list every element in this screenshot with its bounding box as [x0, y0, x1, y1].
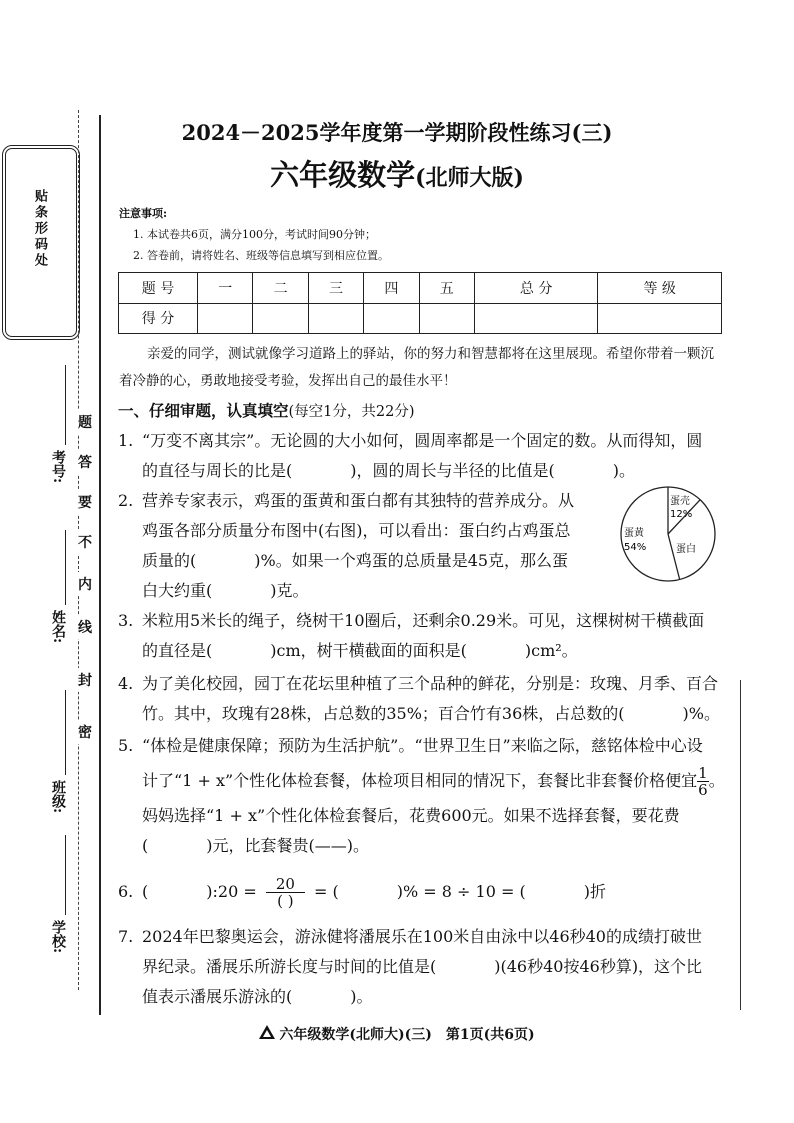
q5-text: )元，比套餐贵(——)。 — [206, 836, 369, 855]
q6-fraction — [266, 876, 305, 909]
notes-heading: 注意事项: — [119, 207, 168, 220]
notes-block — [119, 203, 389, 266]
pie-pct-yolk: 54% — [624, 542, 647, 553]
pie-pct-shell: 12% — [670, 509, 693, 520]
q6-text: )折 — [583, 882, 606, 901]
q1-text: 的直径与周长的比是( — [142, 461, 293, 480]
q5-line1: “体检是健康保障；预防为生活护航”。“世界卫生日”来临之际，慈铭体检中心设 — [142, 736, 703, 755]
seal-word: 题 — [78, 410, 92, 434]
q4-line1: 为了美化校园，园丁在花坛里种植了三个品种的鲜花，分别是：玫瑰、月季、百合 — [142, 674, 719, 693]
pie-label-shell: 蛋壳 — [670, 496, 690, 507]
name-label: 姓名: — [50, 610, 66, 644]
score-header-cell: 三 — [308, 273, 363, 304]
question-2 — [118, 486, 618, 606]
page-footer — [0, 1024, 794, 1044]
q7-text: )。 — [350, 987, 373, 1006]
q5-line3: 妈妈选择“1 + x”个性化体检套餐后，花费600元。如果不选择套餐，要花费 — [142, 806, 680, 825]
publisher-logo-icon — [259, 1025, 275, 1043]
score-cell[interactable] — [308, 303, 363, 334]
exam-title: 2024－2025学年度第一学期阶段性练习(三) — [181, 120, 613, 145]
question-number: 4. — [118, 674, 134, 693]
egg-pie-chart — [618, 484, 718, 584]
fraction-denominator: 6 — [698, 781, 708, 799]
section-heading — [118, 399, 415, 421]
score-cell[interactable] — [474, 303, 598, 334]
pie-label-white: 蛋白 — [676, 544, 696, 555]
q2-text: )%。如果一个鸡蛋的总质量是45克，那么蛋 — [254, 551, 569, 570]
class-label: 班级: — [50, 780, 66, 814]
school-line[interactable] — [65, 835, 66, 915]
q7-line1: 2024年巴黎奥运会，游泳健将潘展乐在100米自由泳中以46秒40的成绩打破世 — [142, 927, 702, 946]
score-header-cell: 总 分 — [474, 273, 598, 304]
q7-text: 值表示潘展乐游泳的( — [142, 987, 293, 1006]
sticker-label: 贴条形码处 — [32, 189, 47, 269]
q4-text: )%。 — [682, 704, 720, 723]
question-7 — [118, 922, 728, 1012]
score-header-cell: 等 级 — [598, 273, 722, 304]
score-header-cell: 四 — [364, 273, 419, 304]
q3-text: 的直径是( — [142, 641, 213, 660]
right-rule — [740, 680, 741, 1010]
q1-text: )。 — [612, 461, 635, 480]
score-cell[interactable] — [419, 303, 474, 334]
note-item: 1. 本试卷共6页，满分100分，考试时间90分钟； — [133, 228, 376, 241]
q5-text: ( — [142, 836, 149, 855]
subject-title — [0, 153, 794, 194]
seal-word: 内 — [78, 572, 92, 596]
score-cell[interactable] — [198, 303, 253, 334]
q1-line1: “万变不离其宗”。无论圆的大小如何，圆周率都是一个固定的数。从而得知，圆 — [142, 431, 703, 450]
q4-text: 竹。其中，玫瑰有28株，占总数的35%；百合竹有36株，占总数的( — [142, 704, 625, 723]
fraction-numerator: 1 — [698, 764, 708, 782]
seal-word: 密 — [78, 720, 92, 744]
question-number: 2. — [118, 491, 134, 510]
question-number: 7. — [118, 927, 134, 946]
question-1 — [118, 426, 728, 486]
exam-number-line[interactable] — [65, 365, 66, 445]
pie-label-yolk: 蛋黄 — [624, 528, 644, 539]
section-note: (每空1分，共22分) — [288, 404, 415, 420]
q5-text: 。 — [708, 771, 725, 790]
q6-text: = ( — [314, 882, 339, 901]
q3-text: )cm，树干横截面的面积是( — [270, 641, 467, 660]
seal-word: 线 — [78, 615, 92, 639]
question-3 — [118, 606, 728, 666]
q1-text: )，圆的周长与半径的比值是( — [350, 461, 555, 480]
q3-text: )cm²。 — [524, 641, 578, 660]
q6-text: ( — [142, 882, 149, 901]
question-number: 5. — [118, 736, 134, 755]
score-table — [118, 272, 722, 334]
score-header-cell: 一 — [198, 273, 253, 304]
intro-text: 亲爱的同学，测试就像学习道路上的驿站，你的努力和智慧都将在这里展现。希望你带着一颗沉着冷静的心，勇敢地接受考验，发挥出自己的最佳水平！ — [119, 346, 714, 389]
school-label: 学校: — [50, 920, 66, 954]
note-item: 2. 答卷前，请将姓名、班级等信息填写到相应位置。 — [133, 249, 389, 262]
edition-label: (北师大版) — [415, 165, 524, 191]
seal-word: 要 — [78, 490, 92, 514]
seal-word: 答 — [78, 450, 92, 474]
footer-text: 六年级数学(北师大)(三) 第1页(共6页) — [279, 1027, 535, 1043]
score-cell[interactable] — [598, 303, 722, 334]
question-number: 6. — [118, 882, 134, 901]
question-6 — [118, 874, 728, 910]
score-cell[interactable] — [253, 303, 308, 334]
q2-line2: 鸡蛋各部分质量分布图中(右图)，可以看出：蛋白约占鸡蛋总 — [142, 521, 571, 540]
exam-number-label: 考号: — [50, 450, 66, 484]
section-title: 一、仔细审题，认真填空 — [118, 401, 289, 420]
fraction-numerator: 20 — [266, 876, 305, 893]
seal-word: 封 — [78, 668, 92, 692]
q3-line1: 米粒用5米长的绳子，绕树干10圈后，还剩余0.29米。可见，这棵树树干横截面 — [142, 611, 705, 630]
q2-text: )克。 — [270, 581, 309, 600]
question-4 — [118, 669, 728, 729]
question-number: 3. — [118, 611, 134, 630]
margin-rule — [99, 115, 101, 1015]
q2-text: 白大约重( — [142, 581, 213, 600]
score-header-cell: 五 — [419, 273, 474, 304]
fraction-one-sixth — [697, 765, 709, 798]
score-cell[interactable] — [364, 303, 419, 334]
q7-text: )(46秒40按46秒算)，这个比 — [494, 957, 703, 976]
q7-text: 界纪录。潘展乐所游长度与时间的比值是( — [142, 957, 437, 976]
score-row-label: 得 分 — [119, 303, 198, 334]
score-header-cell: 题 号 — [119, 273, 198, 304]
question-5 — [118, 731, 728, 861]
q2-text: 质量的( — [142, 551, 197, 570]
q5-text: 计了“1 + x”个性化体检套餐，体检项目相同的情况下，套餐比非套餐价格便宜 — [142, 771, 698, 790]
seal-word: 不 — [78, 530, 92, 554]
q2-line1: 营养专家表示，鸡蛋的蛋黄和蛋白都有其独特的营养成分。从 — [142, 491, 575, 510]
question-number: 1. — [118, 431, 134, 450]
subject-name: 六年级数学 — [270, 158, 416, 192]
q6-text: )% = 8 ÷ 10 = ( — [396, 882, 526, 901]
score-header-cell: 二 — [253, 273, 308, 304]
q6-text: ):20 = — [206, 882, 257, 901]
name-line[interactable] — [65, 530, 66, 605]
class-line[interactable] — [65, 690, 66, 775]
fraction-denominator-blank[interactable]: ( ) — [277, 892, 294, 910]
